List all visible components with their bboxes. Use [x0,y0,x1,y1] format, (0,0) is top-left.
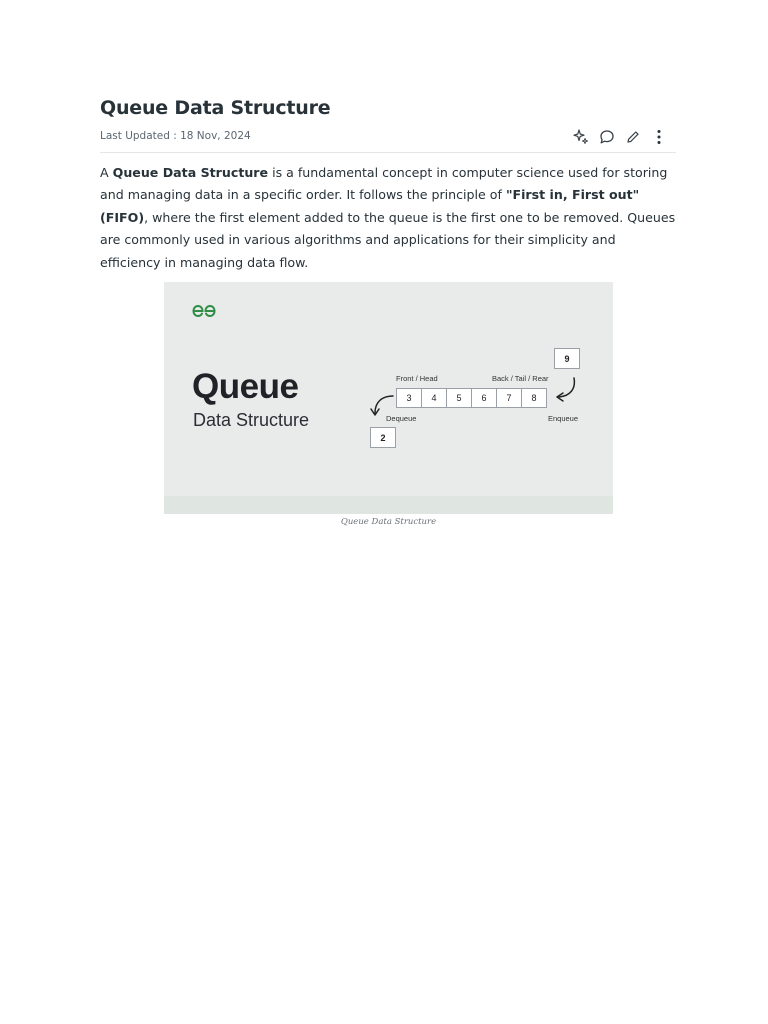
queue-cell: 6 [471,388,497,408]
banner-subtitle: Data Structure [193,410,310,430]
sparkle-icon[interactable] [572,128,590,146]
intro-bold-term: Queue Data Structure [112,165,269,180]
queue-cell: 4 [421,388,447,408]
banner-title: Queue [192,367,299,406]
queue-cell: 7 [496,388,522,408]
queue-cell: 5 [446,388,472,408]
intro-text-2: is a fundamental concept in computer science used for storing and managing data in a specific order. It follows the principle of [100,165,668,203]
comment-icon[interactable] [598,128,616,146]
dequeued-element: 2 [370,427,396,448]
front-head-label: Front / Head [396,374,438,383]
enqueue-label: Enqueue [548,414,579,423]
intro-text-1: A [100,165,113,180]
queue-banner-image [164,282,613,514]
kebab-menu-icon[interactable] [650,128,668,146]
incoming-element: 9 [554,348,580,369]
queue-cell: 8 [521,388,547,408]
page-title: Queue Data Structure [100,97,331,119]
article [100,94,676,274]
banner-footer-strip [164,496,613,514]
queue-cells [397,388,547,408]
article-meta [100,126,676,153]
intro-paragraph [100,162,676,274]
last-updated: Last Updated : 18 Nov, 2024 [100,130,251,142]
dequeue-label: Dequeue [386,414,417,423]
article-actions [572,128,668,146]
intro-text-3: , where the first element added to the queue is the first one to be removed. Queues are commonly used in various algorithms and applications for their simplicity and efficiency in managing data flow. [100,209,676,270]
figure-caption: Queue Data Structure [340,517,437,527]
queue-cell: 3 [396,388,422,408]
back-tail-rear-label: Back / Tail / Rear [492,374,549,383]
intro-bold-fifo: "First in, First out" (FIFO) [100,187,640,225]
pencil-icon[interactable] [624,128,642,146]
